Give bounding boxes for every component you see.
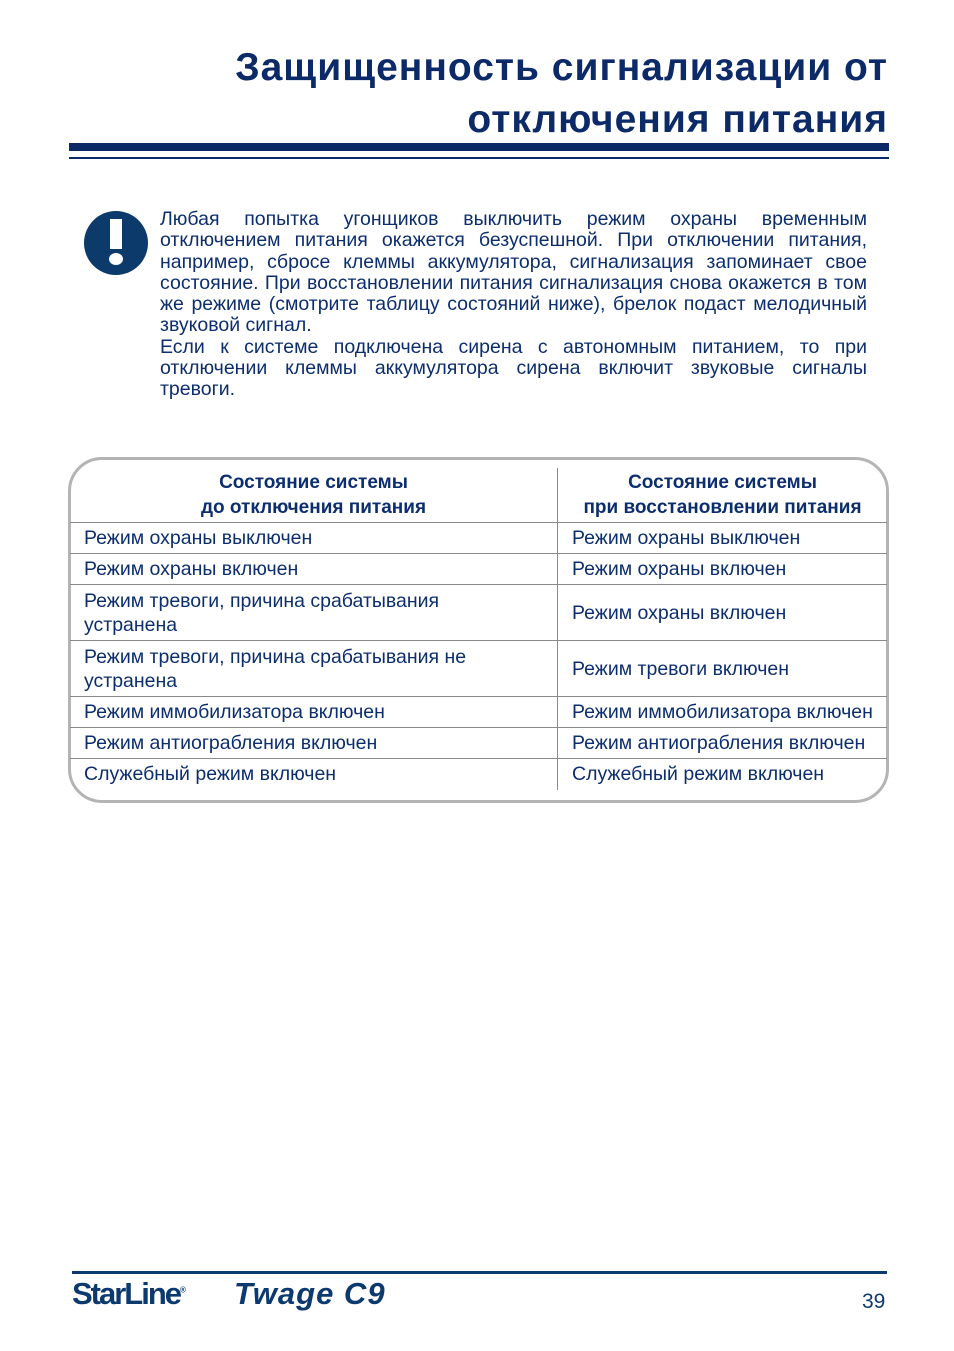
model-name: Twage C9 [234, 1276, 386, 1311]
table-row: Режим тревоги, причина срабатывания устранена Режим охраны включен [70, 585, 887, 641]
table-row: Режим иммобилизатора включен Режим иммобилизатора включен [70, 697, 887, 728]
header-before: Состояние системы до отключения питания [70, 468, 558, 523]
notice-text [160, 209, 867, 401]
title-rule-thick [69, 143, 889, 151]
page-title [235, 42, 888, 146]
notice-paragraph-1: Любая попытка угонщиков выключить режим охраны временным отключением питания окажется безуспешной. При отключении питания, например, сбросе клеммы аккумулятора, сигнализация запоминает свое состояние. При восстановлении питания сигнализация снова окажется в том же режиме (смотрите таблицу состояний ниже), брелок подаст мелодичный звуковой сигнал. [160, 208, 867, 337]
title-line-2: отключения питания [467, 98, 888, 141]
table-row: Режим антиограбления включен Режим антиограбления включен [70, 728, 887, 759]
table-row: Режим охраны выключен Режим охраны выключен [70, 523, 887, 554]
notice-paragraph-2: Если к системе подключена сирена с автономным питанием, то при отключении клеммы аккумулятора сирена включит звуковые сигналы тревоги. [160, 335, 867, 401]
exclamation-circle-icon [83, 210, 149, 276]
starline-logo: StarLine® [72, 1276, 186, 1311]
state-table [70, 468, 887, 790]
table-row: Режим охраны включен Режим охраны включен [70, 554, 887, 585]
footer-rule [72, 1271, 887, 1274]
table-row: Режим тревоги, причина срабатывания не устранена Режим тревоги включен [70, 641, 887, 697]
page-number: 39 [862, 1290, 886, 1313]
table-row: Служебный режим включен Служебный режим включен [70, 759, 887, 790]
title-line-1: Защищенность сигнализации от [235, 46, 888, 89]
header-after: Состояние системы при восстановлении питания [583, 472, 862, 518]
title-rule-thin [69, 157, 889, 159]
